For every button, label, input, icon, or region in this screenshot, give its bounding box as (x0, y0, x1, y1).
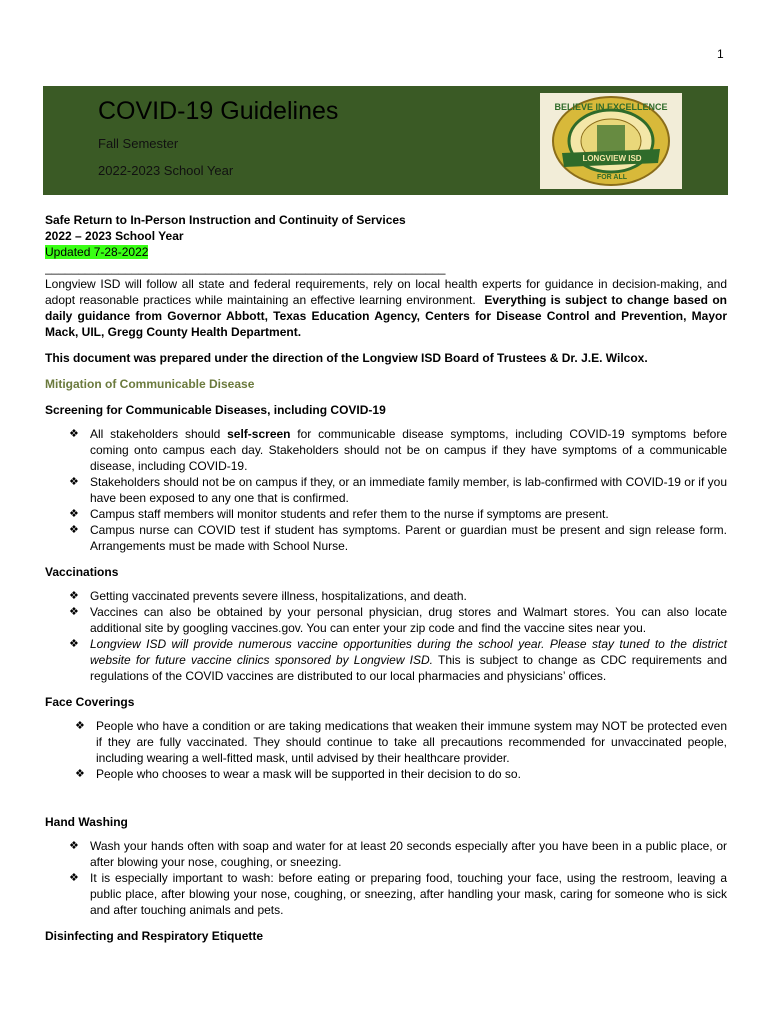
header-line-1: Safe Return to In-Person Instruction and Continuity of Services (45, 213, 406, 227)
document-title: COVID-19 Guidelines (98, 97, 339, 125)
list-item: ❖ It is especially important to wash: before eating or preparing food, touching your face, using the restroom, leaving a public place, after blowing your nose, coughing, or sneezing, after handling your mask, caring for someone who is sick and after touching animals and pets. (69, 871, 727, 917)
list-item: ❖ Stakeholders should not be on campus if they, or an immediate family member, is lab-confirmed with COVID-19 or if you have been exposed to any one that is confirmed. (69, 475, 727, 505)
header-line-2: 2022 – 2023 School Year (45, 229, 184, 243)
mitigation-heading: Mitigation of Communicable Disease (45, 377, 255, 391)
list-item: ❖ All stakeholders should self-screen for communicable disease symptoms, including COVID-19 symptoms before coming onto campus each day. Stakeholders should not be on campus if they have symptoms of a communicable disease, including COVID-19. (69, 427, 727, 473)
screening-heading: Screening for Communicable Diseases, including COVID-19 (45, 403, 386, 417)
diamond-bullet-icon: ❖ (69, 476, 79, 488)
intro-text: Longview ISD will follow all state and federal requirements, rely on local health experts for guidance in decision-making, and adopt reasonable practices while maintaining an effective learning environment. (45, 277, 727, 307)
list-item: ❖ Campus nurse can COVID test if student has symptoms. Parent or guardian must be present and sign release form. Arrangements must be made with School Nurse. (69, 523, 727, 553)
diamond-bullet-icon: ❖ (69, 508, 79, 520)
separator-rule: ____________________________________________________________ (45, 261, 446, 275)
seal-text-top: BELIEVE IN EXCELLENCE (554, 102, 668, 112)
hand-washing-list (45, 838, 727, 918)
school-year-label: 2022-2023 School Year (98, 163, 234, 178)
vaccinations-list (45, 588, 727, 684)
diamond-bullet-icon: ❖ (69, 840, 79, 852)
prepared-statement: This document was prepared under the direction of the Longview ISD Board of Trustees & Dr. J.E. Wilcox. (45, 351, 648, 365)
list-item: ❖ Campus staff members will monitor students and refer them to the nurse if symptoms are present. (69, 507, 609, 521)
list-item: ❖ People who have a condition or are taking medications that weaken their immune system may NOT be protected even if they are fully vaccinated. They should continue to take all precautions recommended for unvaccinated people, including wearing a well-fitted mask, until advised by their healthcare provider. (75, 719, 727, 765)
diamond-bullet-icon: ❖ (69, 428, 79, 440)
intro-paragraph (45, 276, 727, 340)
diamond-bullet-icon: ❖ (69, 590, 79, 602)
list-item: ❖ People who chooses to wear a mask will be supported in their decision to do so. (75, 767, 521, 781)
vaccinations-heading: Vaccinations (45, 565, 119, 579)
seal-text-bottom: FOR ALL (596, 174, 628, 181)
semester-label: Fall Semester (98, 136, 179, 151)
disinfecting-heading: Disinfecting and Respiratory Etiquette (45, 929, 264, 943)
longview-isd-seal-logo (540, 93, 682, 189)
hand-washing-heading: Hand Washing (45, 815, 128, 829)
screening-list (45, 426, 727, 554)
diamond-bullet-icon: ❖ (69, 638, 79, 650)
diamond-bullet-icon: ❖ (69, 524, 79, 536)
page-number: 1 (717, 47, 724, 61)
intro-bold-text: Everything is subject to change based on daily guidance from Governor Abbott, Texas Education Agency, Centers for Disease Control and Prevention, Mayor Mack, UIL, Gregg County Health Department. (45, 293, 727, 339)
updated-date: Updated 7-28-2022 (45, 245, 149, 259)
diamond-bullet-icon: ❖ (75, 720, 85, 732)
diamond-bullet-icon: ❖ (69, 872, 79, 884)
list-item: ❖ Getting vaccinated prevents severe illness, hospitalizations, and death. (69, 589, 467, 603)
title-banner (43, 86, 728, 195)
list-item: ❖ Longview ISD will provide numerous vaccine opportunities during the school year. Please stay tuned to the district website for future vaccine clinics sponsored by Longview ISD. This is subject to change as CDC requirements and regulations of the COVID vaccines are distributed to our local pharmacies and physicians’ offices. (69, 637, 727, 683)
seal-text-mid: LONGVIEW ISD (582, 154, 642, 163)
diamond-bullet-icon: ❖ (69, 606, 79, 618)
diamond-bullet-icon: ❖ (75, 768, 85, 780)
list-item: ❖ Vaccines can also be obtained by your personal physician, drug stores and Walmart stores. You can also locate additional site by googling vaccines.gov. You can enter your zip code and find the vaccine sites near you. (69, 605, 727, 635)
face-coverings-list (45, 718, 727, 782)
face-coverings-heading: Face Coverings (45, 695, 135, 709)
list-item: ❖ Wash your hands often with soap and water for at least 20 seconds especially after you have been in a public place, or after blowing your nose, coughing, or sneezing. (69, 839, 727, 869)
document-body (45, 212, 727, 944)
